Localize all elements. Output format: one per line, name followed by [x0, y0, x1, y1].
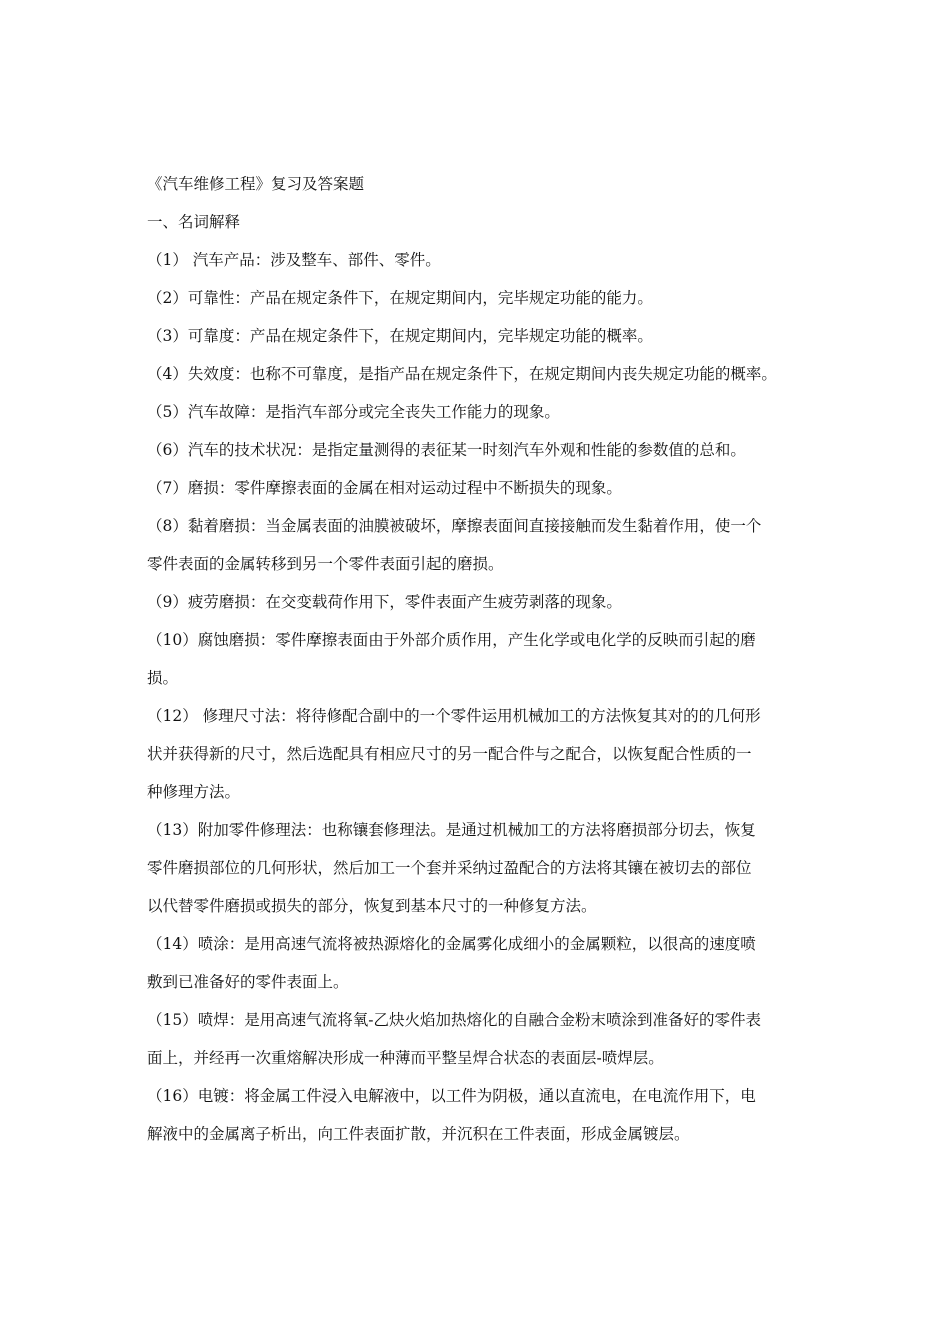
paragraph-line: 损。	[147, 669, 179, 687]
paragraph-line: 以代替零件磨损或损失的部分，恢复到基本尺寸的一种修复方法。	[147, 897, 597, 915]
paragraph-line: 种修理方法。	[147, 783, 241, 801]
definition-paragraph	[147, 401, 812, 423]
paragraph-line: （5）汽车故障：是指汽车部分或完全丧失工作能力的现象。	[147, 403, 560, 421]
definition-paragraph	[147, 933, 812, 993]
definition-paragraph	[147, 287, 812, 309]
paragraph-line: 零件磨损部位的几何形状，然后加工一个套并采纳过盈配合的方法将其镶在被切去的部位	[147, 859, 752, 877]
paragraph-line: 解液中的金属离子析出，向工件表面扩散，并沉积在工件表面，形成金属镀层。	[147, 1125, 690, 1143]
paragraph-line: （15）喷焊：是用高速气流将氧-乙炔火焰加热熔化的自融合金粉末喷涂到准备好的零件表	[147, 1011, 761, 1029]
paragraph-line: 面上，并经再一次重熔解决形成一种薄而平整呈焊合状态的表面层-喷焊层。	[147, 1049, 664, 1067]
paragraph-line: 状并获得新的尺寸，然后选配具有相应尺寸的另一配合件与之配合，以恢复配合性质的一	[147, 745, 752, 763]
definition-paragraph	[147, 363, 812, 385]
paragraph-line: （1） 汽车产品：涉及整车、部件、零件。	[147, 251, 441, 269]
paragraph-line: （10）腐蚀磨损：零件摩擦表面由于外部介质作用，产生化学或电化学的反映而引起的磨	[147, 631, 756, 649]
definition-paragraph	[147, 325, 812, 347]
definition-paragraph	[147, 705, 812, 803]
paragraph-line: （3）可靠度：产品在规定条件下，在规定期间内，完毕规定功能的概率。	[147, 327, 653, 345]
paragraph-line: （8）黏着磨损：当金属表面的油膜被破坏，摩擦表面间直接接触而发生黏着作用，使一个	[147, 517, 762, 535]
definition-paragraph	[147, 515, 812, 575]
paragraph-line: （7）磨损：零件摩擦表面的金属在相对运动过程中不断损失的现象。	[147, 479, 622, 497]
definition-paragraph	[147, 591, 812, 613]
paragraph-line: （16）电镀：将金属工件浸入电解液中，以工件为阴极，通以直流电，在电流作用下，电	[147, 1087, 756, 1105]
paragraph-line: （12） 修理尺寸法：将待修配合副中的一个零件运用机械加工的方法恢复其对的的几何形	[147, 707, 761, 725]
section-heading: 一、名词解释	[147, 213, 241, 231]
definition-paragraph	[147, 819, 812, 917]
paragraph-line: （9）疲劳磨损：在交变载荷作用下，零件表面产生疲劳剥落的现象。	[147, 593, 622, 611]
document-title: 《汽车维修工程》复习及答案题	[147, 175, 365, 193]
paragraph-line: （6）汽车的技术状况：是指定量测得的表征某一时刻汽车外观和性能的参数值的总和。	[147, 441, 746, 459]
paragraph-line: 敷到已准备好的零件表面上。	[147, 973, 349, 991]
paragraph-line: （4）失效度：也称不可靠度，是指产品在规定条件下，在规定期间内丧失规定功能的概率。	[147, 365, 777, 383]
definition-paragraph	[147, 249, 812, 271]
definition-paragraph	[147, 629, 812, 689]
definition-paragraph	[147, 477, 812, 499]
paragraph-line: （14）喷涂：是用高速气流将被热源熔化的金属雾化成细小的金属颗粒，以很高的速度喷	[147, 935, 756, 953]
definition-paragraph	[147, 1085, 812, 1145]
definition-paragraph	[147, 1009, 812, 1069]
paragraph-line: （2）可靠性：产品在规定条件下，在规定期间内，完毕规定功能的能力。	[147, 289, 653, 307]
paragraph-line: 零件表面的金属转移到另一个零件表面引起的磨损。	[147, 555, 504, 573]
definition-paragraph	[147, 439, 812, 461]
paragraph-line: （13）附加零件修理法：也称镶套修理法。是通过机械加工的方法将磨损部分切去，恢复	[147, 821, 756, 839]
document-body	[147, 173, 812, 1161]
